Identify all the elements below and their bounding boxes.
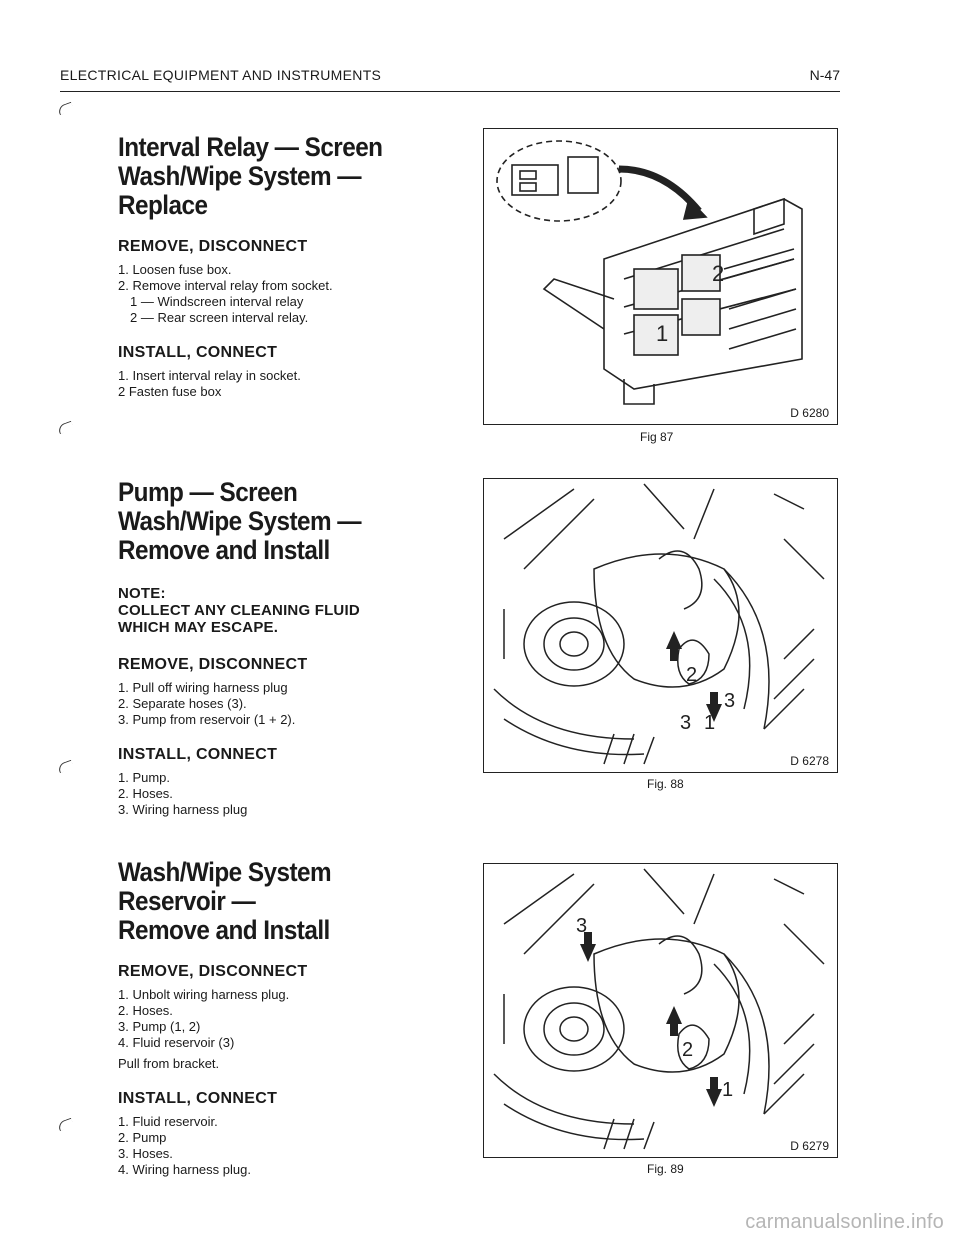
section-reservoir: [118, 858, 418, 1178]
install-heading: INSTALL, CONNECT: [118, 746, 278, 763]
remove-heading: REMOVE, DISCONNECT: [118, 963, 308, 980]
remove-steps: [118, 680, 418, 728]
step: 3. Hoses.: [118, 1146, 173, 1161]
callout-1: 1: [704, 712, 716, 734]
step: 2. Hoses.: [118, 1003, 173, 1018]
step: 1. Pull off wiring harness plug: [118, 680, 288, 695]
note: NOTE: COLLECT ANY CLEANING FLUID WHICH MAY ESCAPE.: [118, 585, 360, 636]
chapter-title: ELECTRICAL EQUIPMENT AND INSTRUMENTS: [60, 67, 382, 83]
remove-steps: [118, 987, 418, 1051]
legend-item: 1 — Windscreen interval relay: [130, 294, 304, 309]
callout-3: 3: [680, 712, 692, 734]
callout-2: 2: [686, 664, 698, 686]
figure-caption: Fig 87: [640, 430, 674, 444]
remove-heading: REMOVE, DISCONNECT: [118, 656, 308, 673]
section-pump: [118, 478, 418, 818]
remove-heading: REMOVE, DISCONNECT: [118, 238, 308, 255]
figure-code: D 6278: [790, 754, 829, 768]
step: 3. Pump from reservoir (1 + 2).: [118, 712, 296, 727]
callout-3: 3: [724, 690, 736, 712]
step: 1. Pump.: [118, 770, 171, 785]
step: 3. Wiring harness plug: [118, 802, 248, 817]
section-title: Wash/Wipe System Reservoir — Remove and Install: [118, 857, 332, 945]
callout-1: 1: [722, 1079, 734, 1101]
figure-caption: Fig. 89: [647, 1162, 684, 1176]
remove-steps: [118, 262, 418, 294]
callout-1: 1: [656, 321, 669, 346]
reservoir-illustration: [484, 864, 837, 1157]
figure-code: D 6279: [790, 1139, 829, 1153]
step: 4. Fluid reservoir (3): [118, 1035, 235, 1050]
remove-extra: Pull from bracket.: [118, 1056, 220, 1071]
legend-item: 2 — Rear screen interval relay.: [130, 310, 309, 325]
figure-reservoir: [483, 863, 838, 1158]
step: 3. Pump (1, 2): [118, 1019, 201, 1034]
callout-3: 3: [576, 915, 588, 937]
pump-illustration: [484, 479, 837, 772]
figure-pump: [483, 478, 838, 773]
binding-mark: [57, 421, 74, 435]
step: 1. Insert interval relay in socket.: [118, 368, 301, 383]
step: 4. Wiring harness plug.: [118, 1162, 251, 1177]
figure-caption: Fig. 88: [647, 777, 684, 791]
section-interval-relay: [118, 133, 418, 400]
callout-2: 2: [682, 1039, 694, 1061]
section-title: Pump — Screen Wash/Wipe System — Remove and Install: [118, 477, 362, 565]
figure-fuse-box: [483, 128, 838, 425]
step: 2 Fasten fuse box: [118, 384, 222, 399]
callout-2: 2: [712, 261, 725, 286]
figure-code: D 6280: [790, 406, 829, 420]
relay-legend: [118, 294, 418, 326]
page-number: N-47: [809, 67, 840, 83]
fuse-box-illustration: [484, 129, 837, 424]
page-header: [60, 67, 840, 92]
install-steps: [118, 770, 418, 818]
binding-mark: [57, 102, 74, 116]
install-steps: [118, 1114, 418, 1178]
binding-mark: [57, 760, 74, 774]
install-heading: INSTALL, CONNECT: [118, 1090, 278, 1107]
step: 1. Fluid reservoir.: [118, 1114, 218, 1129]
step: 2. Pump: [118, 1130, 167, 1145]
step: 1. Unbolt wiring harness plug.: [118, 987, 290, 1002]
section-title: Interval Relay — Screen Wash/Wipe System — Replace: [118, 132, 383, 220]
binding-mark: [57, 1118, 74, 1132]
install-heading: INSTALL, CONNECT: [118, 344, 278, 361]
step: 2. Hoses.: [118, 786, 173, 801]
install-steps: [118, 368, 418, 400]
step: 2. Remove interval relay from socket.: [118, 278, 333, 293]
watermark: carmanualsonline.info: [745, 1211, 944, 1233]
step: 1. Loosen fuse box.: [118, 262, 232, 277]
step: 2. Separate hoses (3).: [118, 696, 247, 711]
